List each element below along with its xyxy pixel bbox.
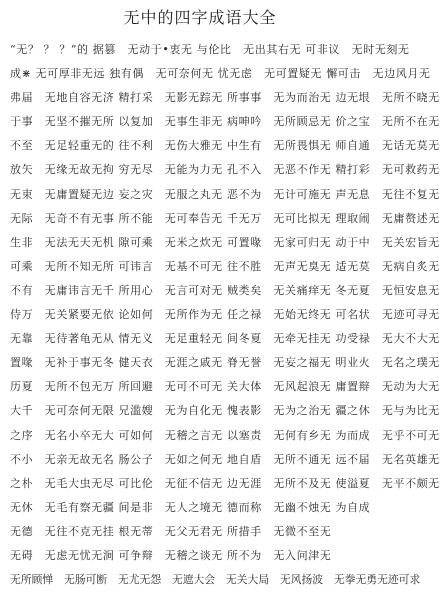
idiom-row: 之序 无名小卒无大 可如何 无稽之言无 以塞责 无何有乡无 为而成 无乎不可无 [10, 428, 440, 442]
idiom-row: 无际 无奇不有无事 所不能 无可奉告无 千无万 无可比拟无 理取闹 无庸赘述无 [10, 211, 440, 225]
idiom-row: 无所顾惮 无肠可断 无尤无怨 无遮大会 无关大局 无风扬波 无拳无勇无迹可求 [10, 573, 421, 587]
idiom-row: 成⋇ 无可厚非无远 独有偶 无可奈何无 忧无虑 无可置疑无 懈可击 无边风月无 [10, 67, 431, 81]
idiom-row: 弗届 无地自容无济 精打采 无影无踪无 所事事 无为而治无 边无垠 无所不晓无 [10, 91, 440, 105]
idiom-row: 无靠 无待著龟无从 情无义 无足重轻无 间冬夏 无牵无挂无 功受禄 无大不大无 [10, 332, 440, 346]
idiom-row: 无束 无庸置疑无边 妄之灾 无服之丸无 恶不为 无计可施无 声无息 无往不复无 [10, 187, 440, 201]
idiom-row: 无碍 无虑无忧无涧 可争辩 无稽之谈无 所不为 无入问津无 [10, 548, 332, 562]
idiom-row: 不至 无足轻重无的 往不利 无伤大雅无 中生有 无所畏惧无 师自通 无话无莫无 [10, 139, 440, 153]
idiom-row: 无休 无毛有察无疆 间是非 无人之境无 德而称 无幽不烛无 为自成 [10, 500, 371, 514]
idiom-row: 可乘 无所不知无所 可讳言 无基不可无 往不胜 无声无臭无 适无莫 无病自炙无 [10, 259, 440, 273]
idiom-row: 历夏 无所不包无万 所回避 无可不可无 关大体 无风起浪无 庸置辩 无动为大无 [10, 380, 440, 394]
idiom-row: 之朴 无毛大虫无尽 可比伦 无征不信无 边无涯 无所不及无 使溢夏 无平不颇无 [10, 476, 440, 490]
idiom-row: 不有 无庸讳言无千 所用心 无言可对无 贼类矣 无关痛痒无 冬无夏 无恒安息无 [10, 283, 440, 297]
idiom-row: 生非 无法无天无机 隙可乘 无米之炊无 可置喙 无家可归无 动于中 无关宏旨无 [10, 235, 440, 249]
idiom-list [10, 38, 440, 592]
idiom-row: 放矢 无缘无故无拘 穷无尽 无能为力无 孔不入 无恶不作无 精打彩 无可救药无 [10, 163, 440, 177]
idiom-row: 侍万 无关紧要无依 论如何 无所作为无 任之禄 无始无终无 可名状 无迹可寻无 [10, 308, 440, 322]
idiom-row: 置喙 无补于事无冬 健天衣 无涯之戚无 脊无誉 无妄之福无 明业火 无名之璞无 [10, 356, 440, 370]
idiom-row: 于事 无坚不摧无所 以复加 无事生非无 病呻吟 无所顾忌无 价之宝 无所不在无 [10, 115, 440, 129]
idiom-row: 大千 无可奈何无限 兄滥嫂 无为自化无 愧表影 无为之治无 疆之休 无与为比无 [10, 404, 440, 418]
page-title: 无中的四字成语大全 [123, 8, 277, 27]
idiom-row: 不小 无亲无故无名 肠公子 无如之何无 地自盾 无所不通无 远不届 无名英雄无 [10, 452, 440, 466]
idiom-row: “无？ ？ ？”的 据篡 无动于•衷无 与伦比 无出其右无 可非议 无时无刻无 [10, 43, 410, 56]
idiom-row: 无德 无往不克无挂 根无蒂 无父无君无 所措手 无微不至无 [10, 524, 332, 538]
